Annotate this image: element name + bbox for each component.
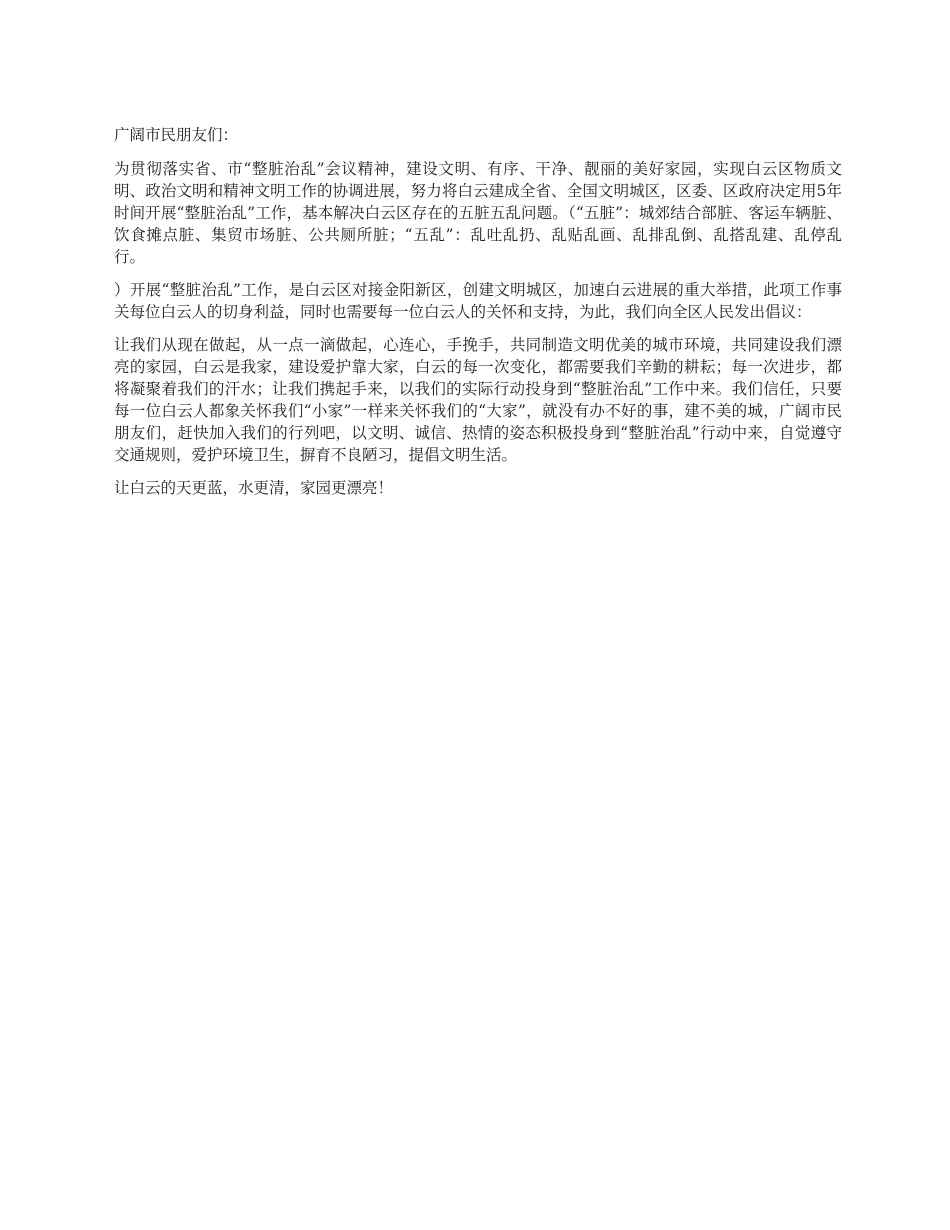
paragraph-closing: 让白云的天更蓝，水更清，家园更漂亮！ bbox=[114, 479, 394, 497]
paragraph-significance: ）开展“整脏治乱”工作，是白云区对接金阳新区，创建文明城区，加速白云进展的重大举措，此项工作事关每位白云人的切身利益，同时也需要每一位白云人的关怀和支持，为此，我们向全区人民发出倡议： bbox=[114, 281, 842, 321]
paragraph-intro: 为贯彻落实省、市“整脏治乱”会议精神，建设文明、有序、干净、靓丽的美好家园，实现白云区物质文明、政治文明和精神文明工作的协调进展，努力将白云建成全省、全国文明城区，区委、区政府决定用5年时间开展“整脏治乱”工作，基本解决白云区存在的五脏五乱问题。（“五脏”：城郊结合部脏、客运车辆脏、饮食摊点脏、集贸市场脏、公共厕所脏；“五乱”：乱吐乱扔、乱贴乱画、乱排乱倒、乱搭乱建、乱停乱行。 bbox=[114, 160, 842, 266]
document-body bbox=[114, 124, 842, 510]
paragraph-appeal: 让我们从现在做起，从一点一滴做起，心连心，手挽手，共同制造文明优美的城市环境，共同建设我们漂亮的家园，白云是我家，建设爱护靠大家，白云的每一次变化，都需要我们辛勤的耕耘；每一次进步，都将凝聚着我们的汗水；让我们携起手来，以我们的实际行动投身到“整脏治乱”工作中来。我们信任，只要每一位白云人都象关怀我们“小家”一样来关怀我们的“大家”，就没有办不好的事，建不美的城，广阔市民朋友们，赶快加入我们的行列吧，以文明、诚信、热情的姿态积极投身到“整脏治乱”行动中来，自觉遵守交通规则，爱护环境卫生，摒育不良陋习，提倡文明生活。 bbox=[114, 336, 842, 464]
greeting: 广阔市民朋友们： bbox=[114, 126, 239, 144]
